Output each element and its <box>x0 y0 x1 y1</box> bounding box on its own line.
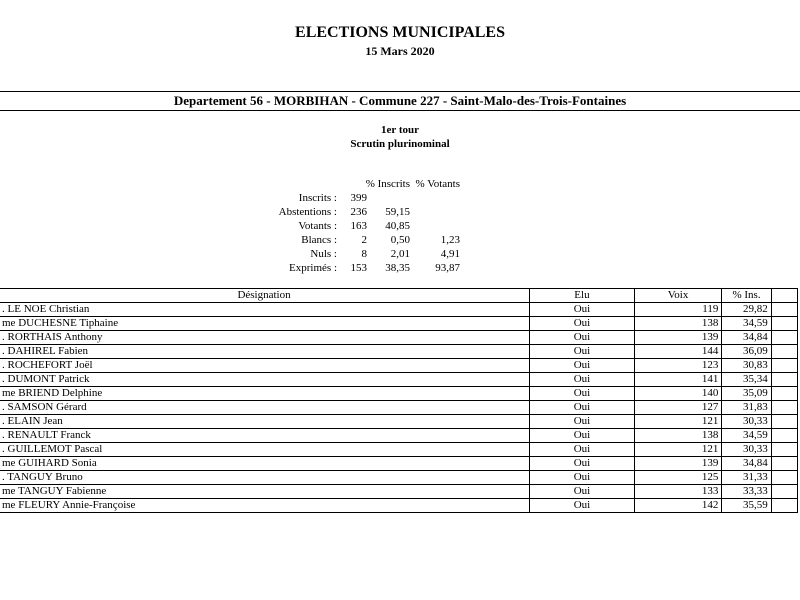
table-row <box>0 303 798 317</box>
table-row <box>0 345 798 359</box>
pct-inscrits: 29,82 <box>722 303 771 317</box>
extra-cell <box>771 499 797 513</box>
table-row <box>0 457 798 471</box>
elected-flag: Oui <box>530 471 635 485</box>
stat-pct-inscrits: 38,35 <box>385 262 410 274</box>
stat-label: Blancs : <box>301 234 337 246</box>
elected-flag: Oui <box>530 499 635 513</box>
candidate-name: . RORTHAIS Anthony <box>0 331 530 345</box>
elected-flag: Oui <box>530 443 635 457</box>
extra-cell <box>771 415 797 429</box>
stats-row <box>230 191 530 205</box>
stat-pct-inscrits: 59,15 <box>385 206 410 218</box>
table-row <box>0 317 798 331</box>
table-row <box>0 485 798 499</box>
candidate-name: me BRIEND Delphine <box>0 387 530 401</box>
vote-count: 121 <box>634 415 722 429</box>
election-date: 15 Mars 2020 <box>365 44 435 58</box>
pct-inscrits: 36,09 <box>722 345 771 359</box>
stats-header-row <box>230 177 530 191</box>
pct-inscrits: 31,33 <box>722 471 771 485</box>
extra-cell <box>771 345 797 359</box>
elu-header: Elu <box>530 289 635 303</box>
elected-flag: Oui <box>530 415 635 429</box>
vote-count: 119 <box>634 303 722 317</box>
pct-votants-header: % Votants <box>415 178 460 190</box>
elected-flag: Oui <box>530 331 635 345</box>
stat-count: 2 <box>361 234 367 246</box>
extra-column-header <box>771 289 797 303</box>
table-row <box>0 331 798 345</box>
vote-count: 138 <box>634 317 722 331</box>
extra-cell <box>771 471 797 485</box>
candidate-name: me FLEURY Annie-Françoise <box>0 499 530 513</box>
pct-inscrits: 30,83 <box>722 359 771 373</box>
stat-label: Nuls : <box>310 248 337 260</box>
stats-row <box>230 247 530 261</box>
table-row <box>0 499 798 513</box>
vote-count: 139 <box>634 331 722 345</box>
candidate-name: . GUILLEMOT Pascal <box>0 443 530 457</box>
ballot-type-label: Scrutin plurinominal <box>350 138 450 150</box>
candidate-name: . TANGUY Bruno <box>0 471 530 485</box>
department-commune-heading: Departement 56 - MORBIHAN - Commune 227 - Saint-Malo-des-Trois-Fontaines <box>0 91 800 111</box>
pct-ins-header: % Ins. <box>722 289 771 303</box>
extra-cell <box>771 485 797 499</box>
stat-label: Exprimés : <box>289 262 337 274</box>
vote-count: 133 <box>634 485 722 499</box>
elected-flag: Oui <box>530 345 635 359</box>
stat-pct-votants: 1,23 <box>440 234 460 246</box>
stat-count: 399 <box>350 192 367 204</box>
stat-label: Votants : <box>298 220 337 232</box>
designation-header: Désignation <box>0 289 530 303</box>
candidate-name: . RENAULT Franck <box>0 429 530 443</box>
stat-count: 163 <box>350 220 367 232</box>
elected-flag: Oui <box>530 485 635 499</box>
candidate-name: me TANGUY Fabienne <box>0 485 530 499</box>
vote-count: 121 <box>634 443 722 457</box>
candidate-name: . ELAIN Jean <box>0 415 530 429</box>
pct-inscrits: 30,33 <box>722 415 771 429</box>
results-table <box>0 288 798 513</box>
vote-count: 144 <box>634 345 722 359</box>
extra-cell <box>771 401 797 415</box>
stats-row <box>230 205 530 219</box>
pct-inscrits: 33,33 <box>722 485 771 499</box>
pct-inscrits: 35,34 <box>722 373 771 387</box>
stat-label: Abstentions : <box>278 206 337 218</box>
candidate-name: . LE NOE Christian <box>0 303 530 317</box>
extra-cell <box>771 331 797 345</box>
stat-pct-inscrits: 0,50 <box>390 234 410 246</box>
extra-cell <box>771 443 797 457</box>
turnout-summary <box>230 177 530 275</box>
table-row <box>0 401 798 415</box>
page-title: ELECTIONS MUNICIPALES <box>295 24 505 41</box>
stat-count: 153 <box>350 262 367 274</box>
elected-flag: Oui <box>530 303 635 317</box>
vote-count: 141 <box>634 373 722 387</box>
elected-flag: Oui <box>530 429 635 443</box>
pct-inscrits: 35,09 <box>722 387 771 401</box>
table-row <box>0 429 798 443</box>
stats-row <box>230 219 530 233</box>
candidate-name: . ROCHEFORT Joël <box>0 359 530 373</box>
pct-inscrits-header: % Inscrits <box>365 178 410 190</box>
extra-cell <box>771 303 797 317</box>
pct-inscrits: 30,33 <box>722 443 771 457</box>
candidate-name: me GUIHARD Sonia <box>0 457 530 471</box>
round-label: 1er tour <box>381 124 419 136</box>
pct-inscrits: 34,84 <box>722 331 771 345</box>
table-row <box>0 443 798 457</box>
stat-pct-inscrits: 2,01 <box>390 248 410 260</box>
elected-flag: Oui <box>530 387 635 401</box>
candidate-name: . DUMONT Patrick <box>0 373 530 387</box>
pct-inscrits: 34,59 <box>722 429 771 443</box>
vote-count: 138 <box>634 429 722 443</box>
vote-count: 142 <box>634 499 722 513</box>
vote-count: 139 <box>634 457 722 471</box>
table-row <box>0 415 798 429</box>
extra-cell <box>771 359 797 373</box>
table-row <box>0 373 798 387</box>
stats-row <box>230 261 530 275</box>
stats-row <box>230 233 530 247</box>
elected-flag: Oui <box>530 359 635 373</box>
elected-flag: Oui <box>530 373 635 387</box>
extra-cell <box>771 457 797 471</box>
elected-flag: Oui <box>530 317 635 331</box>
stat-count: 236 <box>350 206 367 218</box>
stat-label: Inscrits : <box>298 192 337 204</box>
table-row <box>0 359 798 373</box>
extra-cell <box>771 387 797 401</box>
pct-inscrits: 34,59 <box>722 317 771 331</box>
vote-count: 140 <box>634 387 722 401</box>
extra-cell <box>771 317 797 331</box>
extra-cell <box>771 429 797 443</box>
results-header-row <box>0 289 798 303</box>
pct-inscrits: 31,83 <box>722 401 771 415</box>
vote-count: 123 <box>634 359 722 373</box>
stat-pct-votants: 93,87 <box>435 262 460 274</box>
table-row <box>0 471 798 485</box>
stat-pct-inscrits: 40,85 <box>385 220 410 232</box>
elected-flag: Oui <box>530 401 635 415</box>
pct-inscrits: 35,59 <box>722 499 771 513</box>
elected-flag: Oui <box>530 457 635 471</box>
vote-count: 125 <box>634 471 722 485</box>
stat-pct-votants: 4,91 <box>440 248 460 260</box>
candidate-name: . SAMSON Gérard <box>0 401 530 415</box>
candidate-name: . DAHIREL Fabien <box>0 345 530 359</box>
voix-header: Voix <box>634 289 722 303</box>
candidate-name: me DUCHESNE Tiphaine <box>0 317 530 331</box>
table-row <box>0 387 798 401</box>
extra-cell <box>771 373 797 387</box>
stat-count: 8 <box>361 248 367 260</box>
pct-inscrits: 34,84 <box>722 457 771 471</box>
vote-count: 127 <box>634 401 722 415</box>
